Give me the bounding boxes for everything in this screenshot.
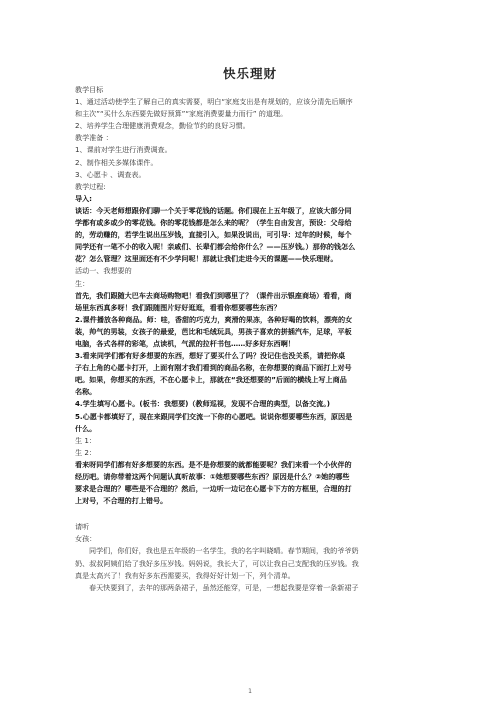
text-line: 和主次”“买什么东西要先做好预算”“家庭消费要量力而行” 的道理。 [75,109,288,119]
text-line: 5.心愿卡都填好了，现在来跟同学们交流一下你的心愿吧。说说你想要哪些东西，原因是 [75,411,353,421]
text-line: 3、心愿卡 、调查表。 [75,169,146,179]
text-line: 装，帅气的男装，女孩子的最爱，芭比和毛绒玩具，男孩子喜欢的拼插汽车，足球，平板 [75,326,352,336]
text-line: 女孩： [75,534,97,544]
text-line: 1、课前对学生进行消费调查。 [75,145,172,155]
text-line: 电脑，各式各样的彩笔，点读机，气派的拉杆书包……好多好东西啊！ [75,338,295,348]
text-line: 上对号，不合理的打上错号。 [75,496,168,506]
document-body [75,84,427,594]
text-line: 教学过程: [75,181,106,191]
text-line: 请听 [75,522,90,532]
text-line: 的，劳动赚的，若学生说出压岁钱，直接引入，如果没说出，可引导：过年的时候，每个 [75,230,352,240]
text-line: 经历吧。请你带着这两个问题认真听故事：①她想要哪些东西？原因是什么？②她的哪些 [75,472,350,481]
text-line: 名称。 [75,387,97,397]
text-line: 2.课件播放各种商品。师：哇，香甜的巧克力，爽滑的果冻，各种好喝的饮料，漂亮的女 [75,314,353,324]
text-line: 导入: [75,193,93,203]
text-line: 教学准备 ： [75,133,113,143]
text-line: 1、通过活动使学生了解自己的真实需要，明白“家庭支出是有规划的，应该分清先后顺序 [75,97,353,107]
text-line: 生： [75,278,90,288]
text-line: 教学目标 [75,85,104,94]
text-line: 春天快要到了，去年的那两条裙子，虽然还能穿，可是，一想起我要是穿着一条新裙子 [89,582,359,592]
text-line: 同学还有一笔不小的收入呢！亲戚们、长辈们都会给你什么？——压岁钱。）那你的钱怎么 [75,242,356,252]
text-line: 3.看来同学们都有好多想要的东西，想好了要买什么了吗？没记住也没关系，请把你桌 [75,351,346,361]
text-line: 4.学生填写心愿卡。(板书：我想要)（教师巡视，发现不合理的典型，以备交流。) [75,399,330,409]
text-line: 活动一、我想要的 [75,266,132,276]
text-line: 真是太高兴了！我有好多东西需要买，我得好好计划一下，列个清单。 [75,570,295,580]
text-line: 2、培养学生合理健康消费观念，勤俭节约的良好习惯。 [75,121,250,131]
page-number: 1 [248,688,252,695]
text-line: 学都有或多或少的零花钱。你的零花钱都是怎么来的呢？（学生自由发言，预设：父母给 [75,218,352,228]
text-line: 场里东西真多呀！我们跟随图片好好逛逛，看看你想要哪些东西？ [75,302,281,312]
text-line: 花？怎么管理？这里面还有不少学问呢！那就让我们走进今天的课题——快乐理财。 [75,254,338,264]
text-line: 同学们，你们好，我也是五年级的一名学生，我的名字叫晓晴。春节期间，我的爷爷奶 [89,546,359,556]
text-line: 谈话：今天老师想跟你们聊一个关于零花钱的话题。你们现在上五年级了，应该大部分同 [75,205,352,215]
text-line: 奶、叔叔阿姨们给了我好多压岁钱。妈妈说，我长大了，可以让我自己支配我的压岁钱。我 [75,558,359,568]
text-line: 2、制作相关多媒体课件。 [75,157,158,167]
text-line: 子右上角的心愿卡打开，上面有刚才我们看到的商品名称，在你想要的商品下面打上对号 [75,363,352,373]
page-title: 快乐理财 [222,66,277,81]
text-line: 首先，我们跟随大巴车去商场购物吧！看我们到哪里了？（课件出示银座商场）看看，商 [75,290,352,300]
text-line: 要求是合理的？哪些是不合理的？然后，一边听一边记在心愿卡下方的方框里，合理的打 [75,484,352,494]
text-line: 看来呀同学们都有好多想要的东西。是不是你想要的就都能要呢？我们来看一个小伙伴的 [75,459,352,469]
text-line: 生 1： [75,435,96,445]
text-line: 吧。如果，你想买的东西，不在心愿卡上，那就在“我还想要的”后面的横线上写上商品 [75,375,347,385]
blank-line [75,507,427,521]
text-line: 生 2： [75,447,96,457]
text-line: 什么。 [75,423,97,433]
